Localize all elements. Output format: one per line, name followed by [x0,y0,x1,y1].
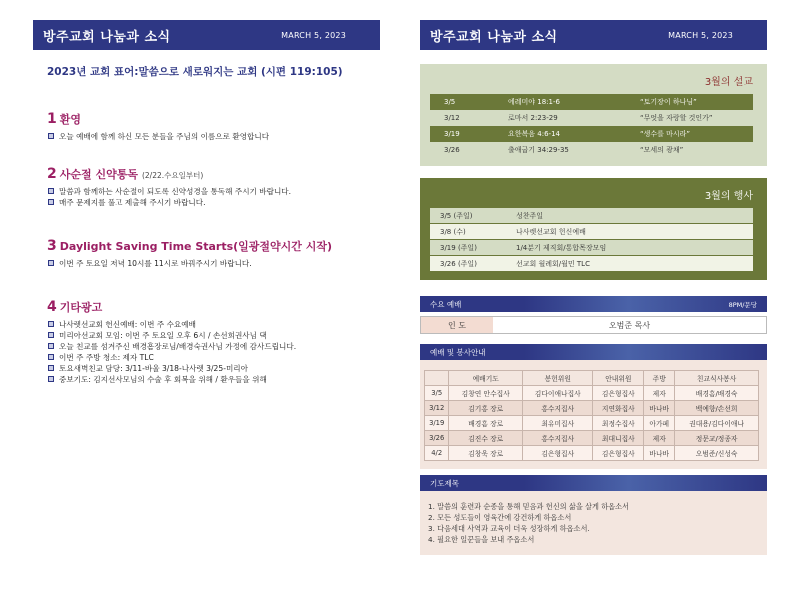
section-daylight-saving [47,238,380,269]
bullet-icon [48,365,54,371]
section-heading: 4 기타광고 [47,299,103,315]
wednesday-service-bar [420,296,767,312]
wednesday-service-leader [420,316,767,334]
prayer-list [420,491,767,555]
church-news-title: 방주교회 나눔과 소식 [43,29,171,45]
list-item: 말씀과 함께하는 사순절이 되도록 신약성경을 통독해 주시기 바랍니다. [47,186,380,197]
table-row: 4/2 김창욱 장로 김은형집사 김은형집사 바나바 오범준/신성숙 [425,446,759,461]
march-sermons-title: 3월의 설교 [704,77,753,88]
prayer-item: 1. 말씀의 훈련과 순종을 통해 믿음과 헌신의 삶을 살게 하옵소서 [428,502,630,511]
bullet-icon [48,188,54,194]
service-table-wrap [420,360,767,469]
service-table [424,370,759,461]
list-item: 나사렛선교회 헌신예배: 이번 주 수요예배 [47,319,380,330]
list-item: 이번 주 토요일 저녁 10시를 11시로 바꿔주시기 바랍니다. [47,258,380,269]
sermon-row: 3/19 요한복음 4:6-14 “생수를 마시라” [430,126,753,142]
prayer-item: 4. 필요한 일꾼들을 보내 주옵소서 [428,535,535,544]
list-item: 오늘 예배에 함께 하신 모든 분들을 주님의 이름으로 환영합니다 [47,131,380,142]
bullet-icon [48,321,54,327]
section-announcements [47,299,380,385]
left-page [33,0,380,385]
service-guide-title: 예배 및 봉사안내 [430,347,486,357]
leader-role: 인 도 [421,317,493,333]
table-row: 3/12 김기홍 장로 홍수지집사 지연화집사 바나바 백예향/손선희 [425,401,759,416]
march-events-title: 3월의 행사 [704,191,753,202]
right-page [420,0,767,555]
prayer-bar [420,475,767,491]
sermon-row: 3/12 로마서 2:23-29 “무엇을 자랑할 것인가” [444,114,713,122]
table-header-row: 예배기도 봉헌위원 안내위원 주방 친교식사봉사 [425,371,759,386]
prayer-item: 3. 다음세대 사역과 교육이 더욱 성장하게 하옵소서. [428,524,590,533]
list-item: 오늘 친교를 섬겨주신 배경흠장로님/배경숙권사님 가정에 감사드립니다. [47,341,380,352]
wednesday-service-title: 수요 예배 [430,299,462,309]
service-guide-bar [420,344,767,360]
right-header [420,20,767,50]
event-row: 3/26 (주일) 선교회 월례회/월민 TLC [430,256,753,272]
list-item: 중보기도: 김지선사모님의 수술 후 회복을 위해 / 환우들을 위해 [47,374,380,385]
section-lent-reading [47,166,380,208]
bullet-icon [48,332,54,338]
event-row: 3/5 (주일) 성찬주일 [430,208,753,224]
left-header [33,20,380,50]
church-motto: 2023년 교회 표어:말씀으로 새로워지는 교회 (시편 119:105) [47,66,343,78]
church-news-title: 방주교회 나눔과 소식 [430,29,558,45]
prayer-item: 2. 모든 성도들이 영육간에 강건하게 하옵소서 [428,513,572,522]
prayer-title: 기도제목 [430,478,459,488]
march-sermons-box [420,64,767,166]
leader-name: 오범준 목사 [608,320,651,330]
bulletin-date: MARCH 5, 2023 [281,30,346,40]
bullet-icon [48,133,54,139]
wednesday-service-time: 8PM/문당 [728,300,757,309]
march-events-box [420,178,767,280]
bulletin-date: MARCH 5, 2023 [668,30,733,40]
list-item: 이번 주 주방 청소: 제자 TLC [47,352,380,363]
section-heading: 2 사순절 신약통독 (2/22.수요일부터) [47,166,204,182]
list-item: 매주 문제지를 풀고 제출해 주시기 바랍니다. [47,197,380,208]
section-heading: 1 환영 [47,111,82,127]
event-row: 3/19 (주일) 1/4분기 제직회/통합목장모임 [430,240,753,256]
section-welcome [47,111,380,142]
section-heading: 3 Daylight Saving Time Starts(일광절약시간 시작) [47,238,333,254]
table-row: 3/26 김진수 장로 홍수지집사 최대니집사 제자 정문교/정종자 [425,431,759,446]
sermon-row: 3/26 출애굽기 34:29-35 “모세의 광채” [444,146,684,154]
sermon-row: 3/5 에레미야 18:1-6 “토기장이 하나님” [430,94,753,110]
event-row: 3/8 (수) 나사렛선교회 헌신예배 [430,224,753,240]
bullet-icon [48,260,54,266]
bullet-icon [48,354,54,360]
bullet-icon [48,199,54,205]
list-item: 토요새벽친교 담당: 3/11-바울 3/18-나사렛 3/25-미리아 [47,363,380,374]
bullet-icon [48,343,54,349]
table-row: 3/19 배경흠 장로 최유미집사 최정수집사 아가페 권대용/김다이애나 [425,416,759,431]
table-row: 3/5 김창연 안수집사 김다이애나집사 김은형집사 제자 배경흠/배경숙 [425,386,759,401]
bullet-icon [48,376,54,382]
list-item: 미리아선교회 모임: 이번 주 토요일 오후 6시 / 손선희권사님 댁 [47,330,380,341]
